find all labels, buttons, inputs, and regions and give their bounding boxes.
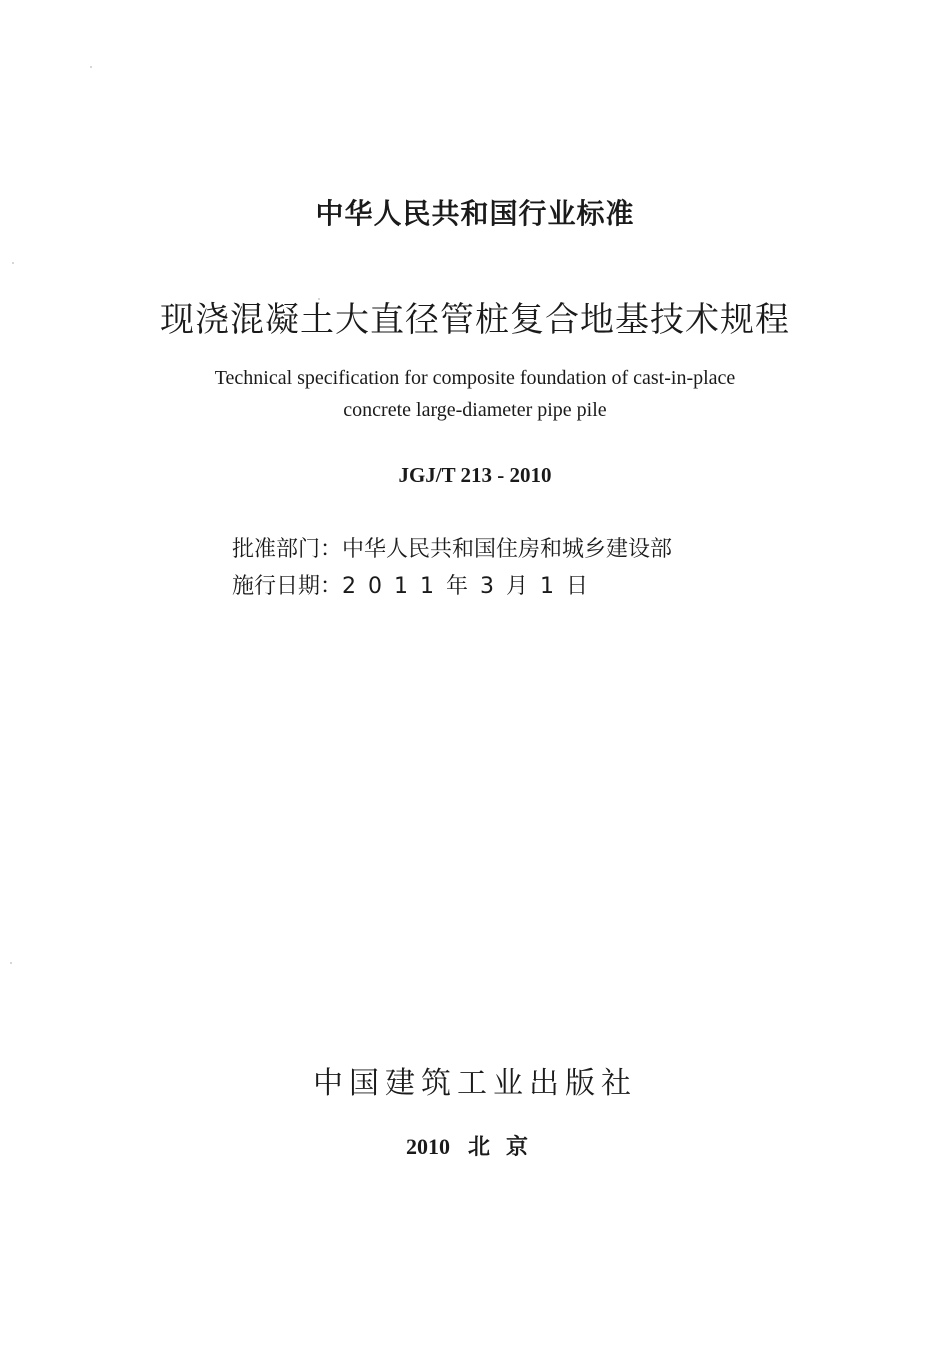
publication-place-year [0, 1130, 950, 1161]
scan-speck [90, 66, 92, 68]
effective-date-row [232, 569, 600, 600]
document-title-english-line-2: concrete large-diameter pipe pile [343, 399, 607, 421]
scan-speck [12, 262, 14, 264]
approval-label: 批准部门： [232, 537, 343, 562]
effective-date-value: 2011年3月1日 [342, 574, 600, 599]
standard-code: JGJ/T 213 - 2010 [398, 463, 552, 487]
standard-category: 中华人民共和国行业标准 [315, 197, 635, 230]
publication-city: 北京 [467, 1135, 544, 1160]
scan-speck [10, 962, 12, 964]
scan-speck [318, 298, 320, 300]
approval-value: 中华人民共和国住房和城乡建设部 [342, 537, 673, 562]
document-title-chinese: 现浇混凝土大直径管桩复合地基技术规程 [160, 300, 790, 340]
document-title-english-line-1: Technical specification for composite foundation of cast-in-place [214, 367, 736, 389]
effective-date-label: 施行日期： [232, 574, 343, 599]
approval-department-row [232, 532, 672, 563]
publication-year: 2010 [405, 1134, 450, 1159]
publisher-name: 中国建筑工业出版社 [313, 1066, 637, 1101]
